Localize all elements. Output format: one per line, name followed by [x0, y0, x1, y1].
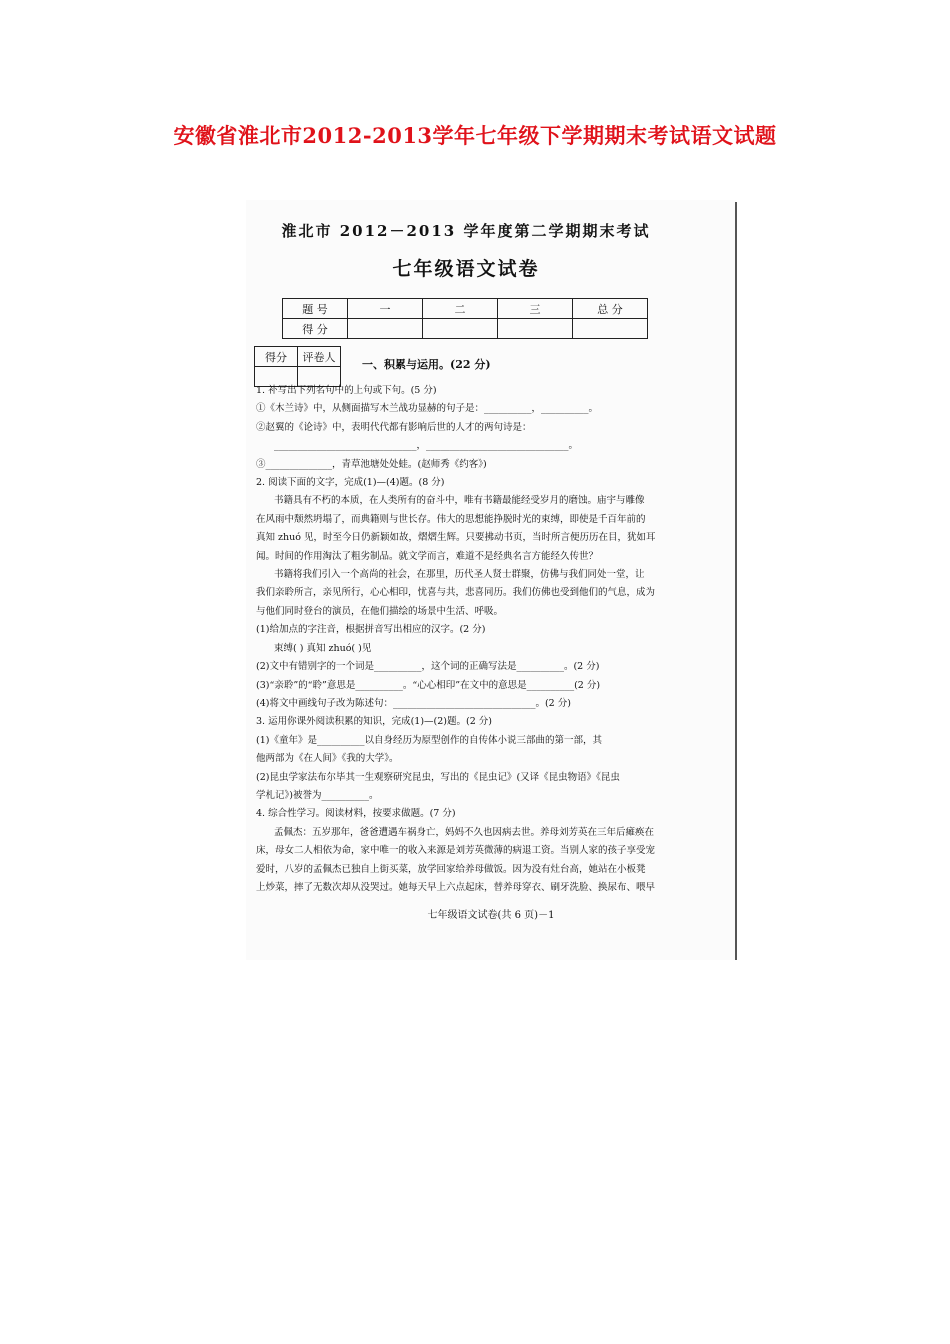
exam-line: 4. 综合性学习。阅读材料，按要求做题。(7 分)	[256, 808, 456, 820]
exam-line: 学札记》)被誉为__________。	[256, 789, 379, 801]
exam-line: (2)昆虫学家法布尔毕其一生观察研究昆虫，写出的《昆虫记》(又译《昆虫物语》《昆虫	[256, 771, 620, 783]
exam-line: ①《木兰诗》中，从侧面描写木兰战功显赫的句子是：__________，__________。	[256, 403, 599, 415]
exam-line: 上炒菜，摔了无数次却从没哭过。她每天早上六点起床，替养母穿衣、刷牙洗脸、换尿布、喂早	[256, 881, 656, 893]
grader-table	[254, 346, 341, 387]
exam-line: (1)《童年》是__________以自身经历为原型创作的自传体小说三部曲的第一部，其	[256, 734, 602, 746]
exam-line: 3. 运用你课外阅读积累的知识，完成(1)—(2)题。(2 分)	[256, 716, 492, 728]
score-cell: 三	[498, 299, 573, 319]
exam-line: 真知 zhuó 见，时至今日仍新颖如故，熠熠生辉。只要拂动书页，当时所言便历历在目，犹如耳	[256, 532, 656, 544]
scan-border-line	[735, 202, 737, 960]
score-table	[282, 298, 648, 339]
score-table-row	[283, 319, 648, 339]
exam-line: (3)“亲聆”的“聆”意思是__________。“心心相印”在文中的意思是__________(2 分)	[256, 679, 601, 691]
exam-line: 2. 阅读下面的文字，完成(1)—(4)题。(8 分)	[256, 477, 445, 489]
exam-line: 他两部为《在人间》《我的大学》。	[256, 753, 399, 765]
score-cell: 题 号	[283, 299, 348, 319]
grader-cell: 得分	[255, 347, 298, 367]
grader-cell: 评卷人	[298, 347, 341, 367]
score-table-row	[283, 299, 648, 319]
page-title: 安徽省淮北市2012-2013学年七年级下学期期末考试语文试题	[173, 123, 777, 148]
exam-line: 闻。时间的作用淘汰了粗劣制品。就文学而言，难道不是经典名言方能经久传世？	[256, 550, 599, 562]
exam-line: 1. 补写出下列名句中的上句或下句。(5 分)	[256, 385, 437, 396]
score-cell: 二	[423, 299, 498, 319]
score-cell	[423, 319, 498, 339]
exam-line: 孟佩杰：五岁那年，爸爸遭遇车祸身亡，妈妈不久也因病去世。养母刘芳英在三年后瘫痪在	[274, 826, 655, 838]
score-cell: 总 分	[573, 299, 648, 319]
score-cell	[348, 319, 423, 339]
exam-line: 爱时，八岁的孟佩杰已独自上街买菜，放学回家给养母做饭。因为没有灶台高，她站在小板凳	[256, 863, 646, 875]
exam-line: (1)给加点的字注音，根据拼音写出相应的汉字。(2 分)	[256, 624, 486, 636]
score-cell	[573, 319, 648, 339]
exam-line: ______________________________，______________________________。	[274, 440, 579, 452]
exam-body	[256, 382, 668, 897]
grader-table-row	[255, 347, 341, 367]
exam-line: (2)文中有错别字的一个词是__________，这个词的正确写法是__________。(2 分)	[256, 661, 600, 673]
exam-subtitle: 七年级语文试卷	[392, 258, 540, 280]
score-cell: 一	[348, 299, 423, 319]
exam-line: 我们亲聆所言，亲见所行，心心相印，忧喜与共，悲喜同历。我们仿佛也受到他们的气息，成为	[256, 587, 656, 599]
exam-line: 床，母女二人相依为命，家中唯一的收入来源是刘芳英微薄的病退工资。当别人家的孩子享受宠	[256, 845, 656, 857]
exam-line: ②赵翼的《论诗》中，表明代代都有影响后世的人才的两句诗是：	[256, 421, 532, 433]
exam-line: 与他们同时登台的演员，在他们描绘的场景中生活、呼吸。	[256, 605, 504, 617]
section-title: 一、积累与运用。(22 分)	[362, 358, 491, 371]
scanned-exam-page	[246, 200, 736, 960]
exam-line: 书籍具有不朽的本质，在人类所有的奋斗中，唯有书籍最能经受岁月的磨蚀。庙宇与雕像	[274, 495, 645, 507]
exam-line: 书籍将我们引入一个高尚的社会，在那里，历代圣人贤士群聚，仿佛与我们同处一堂，让	[274, 569, 645, 581]
exam-line: (4)将文中画线句子改为陈述句：______________________________。(2 分)	[256, 697, 571, 709]
score-cell: 得 分	[283, 319, 348, 339]
exam-title: 淮北市 2012－2013 学年度第二学期期末考试	[281, 222, 651, 240]
exam-line: 束缚( ) 真知 zhuó( )见	[274, 642, 372, 654]
page-footer: 七年级语文试卷(共 6 页)－1	[427, 910, 555, 921]
exam-line: ③______________，青草池塘处处蛙。(赵师秀《约客》)	[256, 458, 487, 470]
exam-line: 在风雨中颓然坍塌了，而典籍则与世长存。伟大的思想能挣脱时光的束缚，即使是千百年前的	[256, 513, 646, 525]
score-cell	[498, 319, 573, 339]
